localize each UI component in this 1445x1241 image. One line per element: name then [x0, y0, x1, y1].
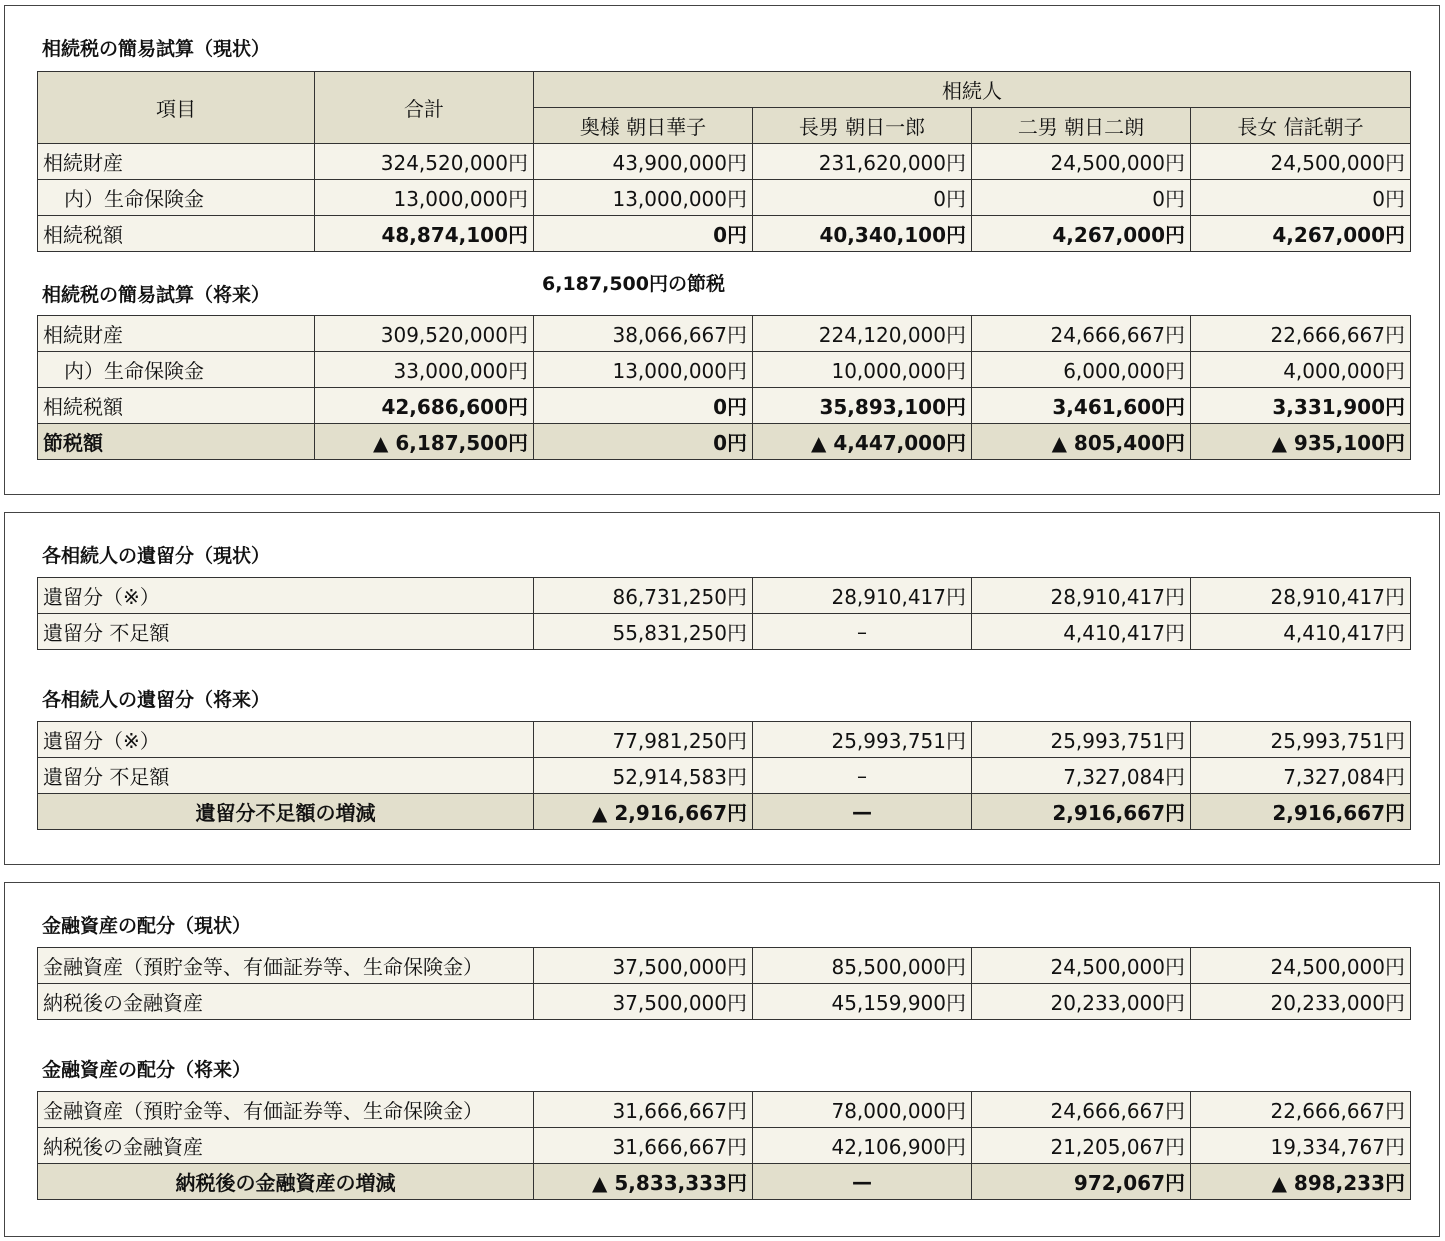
cell-value: ▲ 805,400円	[972, 424, 1191, 460]
cell-value: 0円	[534, 388, 753, 424]
cell-value: 13,000,000円	[534, 180, 753, 216]
table-row	[38, 758, 1411, 794]
cell-value: 77,981,250円	[534, 722, 753, 758]
assets-panel	[4, 882, 1440, 1237]
cell-value: 972,067円	[972, 1164, 1191, 1200]
cell-total: 309,520,000円	[315, 316, 534, 352]
table-row	[38, 388, 1411, 424]
row-label: 遺留分 不足額	[38, 758, 534, 794]
table-row	[38, 180, 1411, 216]
row-label: 納税後の金融資産	[38, 1128, 534, 1164]
table-row	[38, 578, 1411, 614]
row-label: 相続財産	[38, 316, 315, 352]
cell-value: 22,666,667円	[1191, 316, 1411, 352]
assets-current-table	[37, 947, 1411, 1020]
assets-future-title: 金融資産の配分（将来）	[42, 1059, 252, 1081]
cell-value: 85,500,000円	[753, 948, 972, 984]
cell-value: 2,916,667円	[972, 794, 1191, 830]
row-label: 相続税額	[38, 216, 315, 252]
table-row	[38, 144, 1411, 180]
cell-value: 45,159,900円	[753, 984, 972, 1020]
cell-value: 2,916,667円	[1191, 794, 1411, 830]
cell-total: 42,686,600円	[315, 388, 534, 424]
cell-value: 231,620,000円	[753, 144, 972, 180]
table-row-total	[38, 794, 1411, 830]
cell-value: 0円	[1191, 180, 1411, 216]
cell-value: 37,500,000円	[534, 984, 753, 1020]
cell-value: ▲ 5,833,333円	[534, 1164, 753, 1200]
cell-value: 40,340,100円	[753, 216, 972, 252]
cell-value: ▲ 2,916,667円	[534, 794, 753, 830]
cell-value: 24,500,000円	[972, 948, 1191, 984]
row-label: 納税後の金融資産の増減	[38, 1164, 534, 1200]
cell-value: 24,500,000円	[1191, 948, 1411, 984]
table-row	[38, 984, 1411, 1020]
header-heir-eldest-daughter: 長女 信託朝子	[1191, 108, 1411, 144]
cell-value: 13,000,000円	[534, 352, 753, 388]
table-row	[38, 316, 1411, 352]
cell-value: 28,910,417円	[1191, 578, 1411, 614]
header-item: 項目	[38, 72, 315, 144]
table-row	[38, 1128, 1411, 1164]
cell-value: ▲ 898,233円	[1191, 1164, 1411, 1200]
cell-value: 52,914,583円	[534, 758, 753, 794]
row-label: 遺留分 不足額	[38, 614, 534, 650]
cell-value: 4,410,417円	[972, 614, 1191, 650]
table-row	[38, 1092, 1411, 1128]
tax-future-table	[37, 315, 1411, 460]
header-heir-eldest-son: 長男 朝日一郎	[753, 108, 972, 144]
row-label: 遺留分（※）	[38, 722, 534, 758]
row-label: 相続財産	[38, 144, 315, 180]
cell-value: 0円	[534, 216, 753, 252]
assets-future-table	[37, 1091, 1411, 1200]
cell-value: 4,410,417円	[1191, 614, 1411, 650]
cell-value: —	[753, 794, 972, 830]
cell-value: 0円	[753, 180, 972, 216]
tax-current-title: 相続税の簡易試算（現状）	[42, 38, 271, 60]
cell-value: 0円	[534, 424, 753, 460]
cell-total: 324,520,000円	[315, 144, 534, 180]
cell-value: 4,267,000円	[972, 216, 1191, 252]
cell-value: 35,893,100円	[753, 388, 972, 424]
cell-value: ▲ 935,100円	[1191, 424, 1411, 460]
tax-current-table	[37, 71, 1411, 252]
row-label: 内）生命保険金	[38, 352, 315, 388]
row-label: 金融資産（預貯金等、有価証券等、生命保険金）	[38, 1092, 534, 1128]
header-heir-wife: 奥様 朝日華子	[534, 108, 753, 144]
cell-value: 3,331,900円	[1191, 388, 1411, 424]
header-heirs: 相続人	[534, 72, 1411, 108]
cell-value: –	[753, 758, 972, 794]
cell-value: 0円	[972, 180, 1191, 216]
cell-value: 24,666,667円	[972, 316, 1191, 352]
cell-value: 4,267,000円	[1191, 216, 1411, 252]
cell-value: —	[753, 1164, 972, 1200]
cell-value: 28,910,417円	[753, 578, 972, 614]
table-row-total	[38, 1164, 1411, 1200]
reserve-future-table	[37, 721, 1411, 830]
cell-value: 31,666,667円	[534, 1092, 753, 1128]
cell-value: 25,993,751円	[1191, 722, 1411, 758]
table-header-row	[38, 72, 1411, 108]
cell-value: 6,000,000円	[972, 352, 1191, 388]
cell-total: 33,000,000円	[315, 352, 534, 388]
row-label: 内）生命保険金	[38, 180, 315, 216]
row-label: 相続税額	[38, 388, 315, 424]
cell-value: 24,666,667円	[972, 1092, 1191, 1128]
cell-value: 28,910,417円	[972, 578, 1191, 614]
tax-panel	[4, 5, 1440, 495]
reserve-current-title: 各相続人の遺留分（現状）	[42, 545, 271, 567]
reserve-future-title: 各相続人の遺留分（将来）	[42, 689, 271, 711]
cell-value: 20,233,000円	[1191, 984, 1411, 1020]
cell-total: 48,874,100円	[315, 216, 534, 252]
cell-value: 24,500,000円	[1191, 144, 1411, 180]
cell-value: 7,327,084円	[972, 758, 1191, 794]
reserve-panel	[4, 512, 1440, 865]
cell-value: 37,500,000円	[534, 948, 753, 984]
table-row	[38, 352, 1411, 388]
cell-value: –	[753, 614, 972, 650]
cell-value: 22,666,667円	[1191, 1092, 1411, 1128]
row-label: 遺留分不足額の増減	[38, 794, 534, 830]
cell-value: 42,106,900円	[753, 1128, 972, 1164]
cell-value: 21,205,067円	[972, 1128, 1191, 1164]
table-row	[38, 216, 1411, 252]
cell-value: 86,731,250円	[534, 578, 753, 614]
table-row	[38, 722, 1411, 758]
cell-value: 25,993,751円	[753, 722, 972, 758]
cell-value: 3,461,600円	[972, 388, 1191, 424]
row-label: 納税後の金融資産	[38, 984, 534, 1020]
table-row	[38, 948, 1411, 984]
cell-total: 13,000,000円	[315, 180, 534, 216]
table-row	[38, 614, 1411, 650]
assets-current-title: 金融資産の配分（現状）	[42, 915, 252, 937]
savings-note: 6,187,500円の節税	[542, 273, 725, 295]
cell-value: 7,327,084円	[1191, 758, 1411, 794]
row-label: 節税額	[38, 424, 315, 460]
header-heir-second-son: 二男 朝日二朗	[972, 108, 1191, 144]
reserve-current-table	[37, 577, 1411, 650]
cell-value: 20,233,000円	[972, 984, 1191, 1020]
cell-value: 24,500,000円	[972, 144, 1191, 180]
cell-value: 55,831,250円	[534, 614, 753, 650]
header-total: 合計	[315, 72, 534, 144]
row-label: 金融資産（預貯金等、有価証券等、生命保険金）	[38, 948, 534, 984]
cell-total: ▲ 6,187,500円	[315, 424, 534, 460]
cell-value: 4,000,000円	[1191, 352, 1411, 388]
tax-future-title: 相続税の簡易試算（将来）	[42, 284, 271, 306]
cell-value: 38,066,667円	[534, 316, 753, 352]
table-row-total	[38, 424, 1411, 460]
cell-value: 25,993,751円	[972, 722, 1191, 758]
cell-value: 224,120,000円	[753, 316, 972, 352]
cell-value: 43,900,000円	[534, 144, 753, 180]
cell-value: 78,000,000円	[753, 1092, 972, 1128]
cell-value: 19,334,767円	[1191, 1128, 1411, 1164]
row-label: 遺留分（※）	[38, 578, 534, 614]
cell-value: ▲ 4,447,000円	[753, 424, 972, 460]
cell-value: 10,000,000円	[753, 352, 972, 388]
cell-value: 31,666,667円	[534, 1128, 753, 1164]
